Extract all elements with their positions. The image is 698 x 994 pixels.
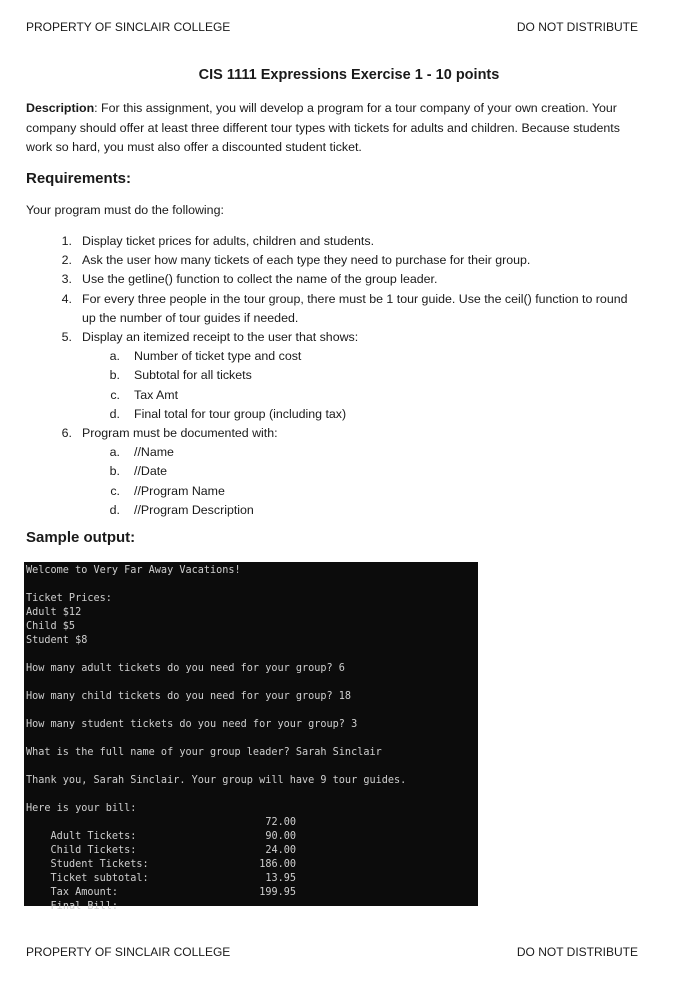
console-output (24, 562, 478, 912)
bill-row-value: 72.00 (265, 817, 296, 828)
requirement-number: 4. (61, 291, 72, 306)
requirement-text: Display an itemized receipt to the user that shows: (82, 330, 359, 345)
footer-left-text: PROPERTY OF SINCLAIR COLLEGE (26, 945, 231, 959)
bill-row-label: Ticket subtotal: (50, 872, 149, 884)
sub-item-letter: b. (109, 464, 120, 479)
bill-row-value: 13.95 (265, 873, 296, 884)
requirement-number: 6. (61, 426, 72, 441)
requirement-item (26, 424, 646, 443)
sub-item (26, 386, 646, 405)
console-line-bill-label: Here is your bill: (26, 803, 137, 814)
sub-item-text: //Program Name (134, 483, 225, 498)
sub-item-letter: c. (110, 387, 120, 402)
sub-item (26, 501, 646, 520)
console-line-student-question: How many student tickets do you need for your group? 3 (26, 719, 358, 730)
console-line-child-price: Child $5 (26, 621, 76, 632)
requirement-item (26, 232, 646, 251)
sub-item (26, 366, 646, 385)
header-left-text: PROPERTY OF SINCLAIR COLLEGE (26, 20, 231, 34)
sub-item-text: //Program Description (134, 502, 254, 517)
sub-item-letter: c. (110, 483, 120, 498)
requirement-item (26, 251, 646, 270)
sub-item-text: Number of ticket type and cost (134, 349, 302, 364)
sub-item-text: //Name (134, 445, 174, 460)
requirements-list (26, 232, 646, 520)
header-right-text: DO NOT DISTRIBUTE (516, 20, 638, 34)
sub-item-letter: a. (109, 349, 120, 364)
sub-item (26, 443, 646, 462)
sub-item (26, 347, 646, 366)
bill-row-label: Child Tickets: (50, 844, 137, 856)
bill-row-label: Student Tickets: (50, 858, 149, 870)
description-text: : For this assignment, you will develop a program for a tour company of your own creation. Your company should offer at least three different tour types with tickets for adults and children. Because students work so hard, you must also offer a discounted student ticket. (26, 101, 620, 154)
requirement-number: 3. (61, 272, 72, 287)
bill-row-value: 186.00 (259, 859, 296, 870)
bill-row-value: 24.00 (265, 845, 296, 856)
requirement-text: For every three people in the tour group, there must be 1 tour guide. Use the ceil() function to round up the number of tour guides if needed. (82, 291, 628, 325)
requirement-number: 5. (61, 330, 72, 345)
console-line-student-price: Student $8 (26, 635, 88, 646)
bill-row-label: Adult Tickets: (50, 830, 137, 842)
requirement-number: 1. (61, 234, 72, 248)
requirements-intro: Your program must do the following: (26, 203, 224, 217)
page-header (26, 20, 638, 34)
console-line-adult-price: Adult $12 (26, 607, 82, 618)
sub-item-letter: b. (109, 368, 120, 383)
bill-row-value: 199.95 (259, 887, 296, 898)
console-line-adult-question: How many adult tickets do you need for your group? 6 (26, 663, 345, 674)
console-line-welcome: Welcome to Very Far Away Vacations! (26, 565, 241, 576)
sub-item-letter: d. (109, 406, 120, 421)
description-label: Description (26, 101, 95, 115)
requirement-text: Display ticket prices for adults, children and students. (82, 234, 375, 248)
sub-item-text: //Date (134, 464, 168, 479)
console-line-leader-question: What is the full name of your group leader? Sarah Sinclair (26, 747, 382, 758)
requirement-item (26, 328, 646, 347)
console-line-prices-label: Ticket Prices: (26, 593, 112, 604)
sub-item (26, 405, 646, 424)
footer-right-text: DO NOT DISTRIBUTE (516, 945, 638, 959)
requirements-heading: Requirements: (26, 170, 132, 187)
sub-item (26, 482, 646, 501)
bill-row (26, 886, 296, 942)
requirement-text: Use the getline() function to collect the name of the group leader. (82, 272, 438, 287)
requirement-text: Ask the user how many tickets of each type they need to purchase for their group. (82, 253, 531, 268)
requirement-item (26, 270, 646, 289)
bill-row-label: Final Bill: (50, 900, 119, 912)
description-paragraph (26, 99, 646, 158)
sub-item-letter: a. (109, 445, 120, 460)
sample-output-heading: Sample output: (26, 529, 136, 546)
sub-item (26, 462, 646, 481)
sub-item-letter: d. (109, 502, 120, 517)
requirement-item (26, 290, 646, 328)
bill-row-value: 90.00 (265, 831, 296, 842)
requirement-number: 2. (61, 253, 72, 268)
bill-row-label: Tax Amount: (50, 886, 119, 898)
page-footer (26, 945, 638, 959)
console-line-child-question: How many child tickets do you need for your group? 18 (26, 691, 352, 702)
requirement-text: Program must be documented with: (82, 426, 278, 441)
sub-item-text: Final total for tour group (including tax) (134, 406, 347, 421)
sub-item-text: Subtotal for all tickets (134, 368, 252, 383)
document-title: CIS 1111 Expressions Exercise 1 - 10 points (198, 67, 500, 83)
sub-item-text: Tax Amt (134, 387, 179, 402)
console-line-thanks: Thank you, Sarah Sinclair. Your group will have 9 tour guides. (26, 775, 407, 786)
